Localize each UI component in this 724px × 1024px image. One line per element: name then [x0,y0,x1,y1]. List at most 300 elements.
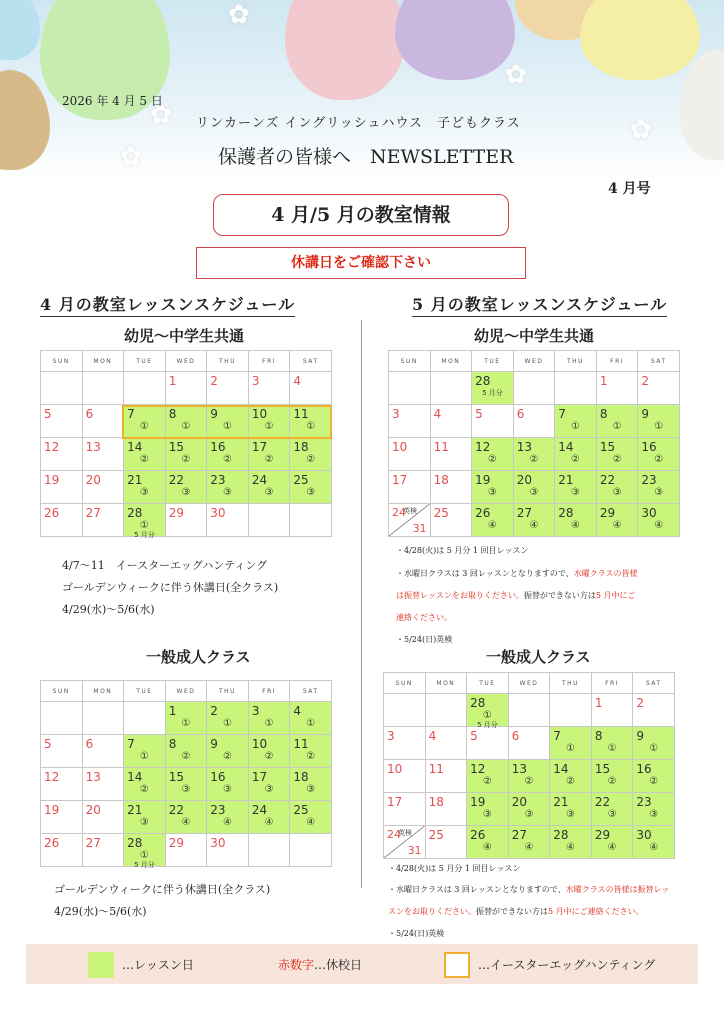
may-adult-note-2: ・水曜日クラスは 3 回レッスンとなりますので、水曜クラスの皆様は振替レッ [388,885,670,894]
lesson-number: ② [264,454,274,465]
weekday-header: SUN [384,673,426,694]
day-number: 2 [641,374,650,388]
calendar-day-cell [124,372,166,405]
day-number: 12 [44,440,60,454]
april-adult-title: 一般成人クラス [146,648,251,666]
calendar-day-cell [425,760,467,793]
day-number: 22 [168,473,184,487]
calendar-day-cell [248,504,290,537]
calendar-day-cell [596,471,638,504]
weekday-header: FRI [591,673,633,694]
calendar-day-cell [472,471,514,504]
calendar-day-cell [513,471,555,504]
calendar-day-cell [82,702,124,735]
lesson-number: ③ [306,487,316,498]
lesson-number: ③ [487,487,497,498]
calendar-day-cell [472,438,514,471]
lesson-number: ③ [181,487,191,498]
calendar-day-cell [290,735,332,768]
calendar-day-cell [513,405,555,438]
lesson-number: ① [566,743,576,754]
lesson-number: ① [612,421,622,432]
calendar-day-cell [596,438,638,471]
day-number: 28 [558,506,574,520]
day-number: 12 [44,770,60,784]
calendar-day-cell [389,471,431,504]
calendar-day-cell [430,405,472,438]
day-number: 16 [210,440,226,454]
lesson-number: ④ [654,520,664,531]
lesson-number: ③ [223,487,233,498]
april-adult-calendar [40,680,332,867]
day-number: 25 [293,803,309,817]
weekday-header: SUN [389,351,431,372]
lesson-number: ③ [566,809,576,820]
calendar-day-cell [41,504,83,537]
day-number: 11 [428,762,444,776]
day-number: 14 [127,770,143,784]
day-number: 11 [433,440,449,454]
calendar-day-cell [467,760,509,793]
lesson-number: ② [524,776,534,787]
calendar-day-cell [425,793,467,826]
lesson-number: ② [306,751,316,762]
calendar-day-cell [290,768,332,801]
lesson-number: ① [139,520,149,531]
calendar-day-cell [207,438,249,471]
day-number: 21 [127,473,143,487]
day-number: 5 [470,729,478,743]
lesson-number: ③ [139,817,149,828]
day-number: 13 [85,770,101,784]
lesson-number: ① [571,421,581,432]
calendar-day-cell [596,372,638,405]
calendar-day-cell [82,438,124,471]
calendar-day-cell [591,760,633,793]
day-number: 18 [293,770,309,784]
april-kids-title: 幼児〜中学生共通 [124,327,245,345]
day-number: 4 [293,374,302,388]
calendar-day-cell [633,826,675,859]
calendar-day-cell [513,438,555,471]
may-kids-note-3: は振替レッスンをお取りください。振替ができない方は5 月中にご [396,591,636,600]
day-number: 30 [210,836,226,850]
calendar-day-cell [555,438,597,471]
calendar-day-cell [467,694,509,727]
lesson-number: ② [649,776,659,787]
calendar-day-cell [384,793,426,826]
legend-bar [26,944,698,984]
day-number: 28 [470,696,486,710]
day-number: 26 [470,828,486,842]
day-number: 15 [594,762,611,776]
day-number: 6 [511,729,520,743]
april-note-gw-dates: 4/29(水)〜5/6(水) [62,603,155,616]
calendar-day-cell [290,471,332,504]
lesson-number: ④ [529,520,539,531]
lesson-number: ① [181,421,191,432]
day-number: 24 [251,473,268,487]
calendar-day-cell [165,801,207,834]
lesson-number: ③ [181,784,191,795]
may-adult-note-3: スンをお取りください。振替ができない方は5 月中にご連絡ください。 [388,907,644,916]
calendar-day-cell [508,694,550,727]
calendar-day-cell [550,826,592,859]
lesson-number: ② [529,454,539,465]
day-number: 11 [293,737,309,751]
calendar-day-cell [165,702,207,735]
day-number: 20 [85,803,101,817]
lesson-number: ③ [607,809,617,820]
calendar-day-cell [124,834,166,867]
calendar-day-cell [290,372,332,405]
lesson-number: ④ [566,842,576,853]
day-number: 13 [516,440,532,454]
calendar-day-cell [633,727,675,760]
calendar-day-cell [550,760,592,793]
day-number: 20 [511,795,527,809]
calendar-day-cell [430,471,472,504]
weekday-header: SUN [41,681,83,702]
lesson-number: ② [264,751,274,762]
calendar-day-cell [550,793,592,826]
day-number: 21 [127,803,143,817]
lesson-number: ① [649,743,659,754]
weekday-header: WED [165,351,207,372]
calendar-day-cell [472,504,514,537]
calendar-day-cell [41,372,83,405]
calendar-day-cell [248,834,290,867]
calendar-day-cell [82,504,124,537]
calendar-day-cell [248,471,290,504]
calendar-day-cell [248,372,290,405]
lesson-number: ④ [264,817,274,828]
lesson-number: ② [181,751,191,762]
april-schedule-heading: 4 月の教室レッスンスケジュール [40,292,295,317]
day-number: 20 [516,473,532,487]
day-number: 27 [511,828,527,842]
weekday-header: FRI [248,351,290,372]
day-number: 10 [392,440,408,454]
day-number: 3 [392,407,400,421]
day-number: 18 [433,473,449,487]
lesson-number: ④ [571,520,581,531]
calendar-day-cell [555,405,597,438]
day-number: 19 [470,795,486,809]
lesson-number: ① [223,421,233,432]
lesson-number: ① [139,421,149,432]
lesson-number: ③ [654,487,664,498]
calendar-day-cell [248,768,290,801]
calendar-day-cell [82,405,124,438]
day-number: 29 [599,506,616,520]
calendar-day-cell [638,438,680,471]
weekday-header: SAT [638,351,680,372]
flower-icon: ✿ [150,100,172,130]
calendar-day-cell [82,768,124,801]
calendar-day-cell [467,826,509,859]
flower-icon: ✿ [228,0,250,30]
day-number: 19 [44,803,60,817]
lesson-number: ③ [306,784,316,795]
day-number: 29 [168,836,184,850]
weekday-header: WED [508,673,550,694]
day-number: 10 [251,407,268,421]
egg-decoration [0,70,50,170]
lesson-number: ① [306,421,316,432]
may-kids-note-4: 連絡ください。 [396,613,452,622]
day-number: 8 [168,737,177,751]
weekday-header: FRI [596,351,638,372]
calendar-day-cell [467,793,509,826]
issue-month: 4 月号 [608,181,651,197]
calendar-day-cell [248,801,290,834]
day-number: 1 [599,374,608,388]
lesson-number: ④ [223,817,233,828]
may-lesson-tag: 5 月分 [482,389,503,397]
day-number: 21 [558,473,574,487]
calendar-day-cell [633,793,675,826]
day-number: 22 [168,803,184,817]
day-number: 27 [516,506,532,520]
lesson-number: ① [654,421,664,432]
day-number: 7 [127,737,135,751]
calendar-day-cell [82,372,124,405]
day-number: 6 [85,737,94,751]
day-number: 16 [636,762,652,776]
day-number: 8 [599,407,608,421]
weekday-header: TUE [467,673,509,694]
calendar-day-cell [248,438,290,471]
lesson-number: ④ [482,842,492,853]
day-number: 15 [168,770,184,784]
calendar-day-cell [207,768,249,801]
calendar-day-cell [596,504,638,537]
day-number: 19 [44,473,60,487]
calendar-day-cell [207,372,249,405]
day-number: 31 [407,844,422,857]
easter-swatch [444,952,470,978]
lesson-day-swatch [88,952,114,978]
day-number: 7 [558,407,566,421]
may-lesson-tag: 5 月分 [134,861,155,869]
calendar-day-cell [165,834,207,867]
day-number: 6 [516,407,525,421]
calendar-day-cell [41,438,83,471]
calendar-day-cell [207,834,249,867]
may-adult-calendar [383,672,675,859]
lesson-number: ④ [524,842,534,853]
day-number: 16 [210,770,226,784]
calendar-day-cell [384,760,426,793]
calendar-day-cell [384,694,426,727]
may-kids-title: 幼児〜中学生共通 [474,327,595,345]
calendar-day-cell [555,504,597,537]
lesson-number: ④ [306,817,316,828]
day-number: 17 [387,795,403,809]
day-number: 16 [641,440,657,454]
calendar-day-cell [207,504,249,537]
weekday-header: TUE [124,681,166,702]
weekday-header: SAT [633,673,675,694]
calendar-day-cell [290,702,332,735]
weekday-header: SAT [290,351,332,372]
day-number: 4 [293,704,302,718]
lesson-number: ① [223,718,233,729]
calendar-day-cell [430,372,472,405]
weekday-header: THU [207,351,249,372]
calendar-day-cell [165,438,207,471]
day-number: 26 [44,506,60,520]
day-number: 24 [251,803,268,817]
day-number: 15 [168,440,184,454]
calendar-day-cell [124,768,166,801]
day-number: 1 [594,696,603,710]
day-number: 23 [210,473,226,487]
weekday-header: THU [550,673,592,694]
lesson-number: ① [607,743,617,754]
may-adult-title: 一般成人クラス [486,648,591,666]
may-kids-note-2: ・水曜日クラスは 3 回レッスンとなりますので、水曜クラスの皆様 [396,569,638,578]
weekday-header: MON [82,681,124,702]
day-number: 26 [475,506,491,520]
calendar-day-cell [555,471,597,504]
day-number: 10 [387,762,403,776]
lesson-number: ① [264,718,274,729]
weekday-header: FRI [248,681,290,702]
april-note-gw: ゴールデンウィークに伴う休講日(全クラス) [62,581,279,594]
april-note-easter: 4/7〜11 イースターエッグハンティング [62,559,268,572]
calendar-day-cell [165,471,207,504]
calendar-day-cell [389,504,431,537]
calendar-day-cell [508,793,550,826]
weekday-header: MON [430,351,472,372]
may-kids-note-5: ・5/24(日)英検 [396,635,453,644]
lesson-number: ② [306,454,316,465]
lesson-number: ① [482,710,492,721]
calendar-day-cell [41,801,83,834]
lesson-number: ② [223,454,233,465]
egg-decoration [395,0,515,80]
lesson-number: ③ [223,784,233,795]
calendar-day-cell [82,735,124,768]
day-number: 11 [293,407,309,421]
calendar-day-cell [384,826,426,859]
legend-easter-label: …イースターエッグハンティング [478,958,656,972]
lesson-number: ① [181,718,191,729]
eiken-label: 英検 [403,507,417,515]
egg-decoration [580,0,700,80]
lesson-number: ② [566,776,576,787]
day-number: 23 [641,473,657,487]
calendar-day-cell [555,372,597,405]
day-number: 28 [127,836,143,850]
calendar-day-cell [513,504,555,537]
school-name: リンカーンズ イングリッシュハウス 子どもクラス [196,116,521,131]
calendar-day-cell [248,702,290,735]
lesson-number: ③ [649,809,659,820]
calendar-day-cell [207,702,249,735]
calendar-day-cell [508,760,550,793]
calendar-day-cell [430,504,472,537]
day-number: 7 [127,407,135,421]
calendar-day-cell [591,694,633,727]
day-number: 22 [599,473,616,487]
day-number: 31 [412,522,427,535]
column-divider [361,320,362,888]
weekday-header: WED [165,681,207,702]
weekday-header: TUE [124,351,166,372]
day-number: 23 [636,795,652,809]
calendar-day-cell [596,405,638,438]
flower-icon: ✿ [630,115,652,145]
weekday-header: THU [555,351,597,372]
calendar-day-cell [472,372,514,405]
weekday-header: THU [207,681,249,702]
calendar-day-cell [124,471,166,504]
calendar-day-cell [633,694,675,727]
eiken-label: 英検 [398,829,412,837]
day-number: 3 [387,729,395,743]
may-kids-calendar [388,350,680,537]
calendar-day-cell [124,504,166,537]
calendar-day-cell [508,826,550,859]
weekday-header: MON [82,351,124,372]
lesson-number: ③ [482,809,492,820]
legend-lesson-label: …レッスン日 [122,958,194,972]
april-adult-note-gw-dates: 4/29(水)〜5/6(水) [54,905,147,918]
calendar-day-cell [425,727,467,760]
calendar-day-cell [290,438,332,471]
calendar-day-cell [290,834,332,867]
issue-date: 2026 年 4 月 5 日 [62,94,163,108]
day-number: 1 [168,374,177,388]
weekday-header: TUE [472,351,514,372]
calendar-day-cell [248,735,290,768]
calendar-day-cell [290,504,332,537]
day-number: 29 [168,506,184,520]
calendar-day-cell [124,735,166,768]
day-number: 19 [475,473,491,487]
lesson-number: ① [139,850,149,861]
day-number: 12 [470,762,486,776]
egg-decoration [285,0,405,100]
page-title: 4 月/5 月の教室情報 [213,194,509,236]
lesson-number: ④ [649,842,659,853]
day-number: 8 [168,407,177,421]
lesson-number: ② [571,454,581,465]
day-number: 30 [210,506,226,520]
day-number: 30 [641,506,657,520]
day-number: 17 [392,473,408,487]
day-number: 5 [44,407,52,421]
lesson-number: ④ [181,817,191,828]
calendar-day-cell [41,768,83,801]
lesson-number: ② [607,776,617,787]
calendar-day-cell [207,471,249,504]
calendar-day-cell [638,372,680,405]
calendar-day-cell [82,834,124,867]
calendar-day-cell [550,694,592,727]
calendar-day-cell [82,801,124,834]
day-number: 27 [85,506,101,520]
may-kids-note-1: ・4/28(火)は 5 月分 1 回目レッスン [396,546,529,555]
calendar-day-cell [124,801,166,834]
day-number: 20 [85,473,101,487]
calendar-day-cell [82,471,124,504]
day-number: 4 [433,407,442,421]
calendar-day-cell [41,405,83,438]
